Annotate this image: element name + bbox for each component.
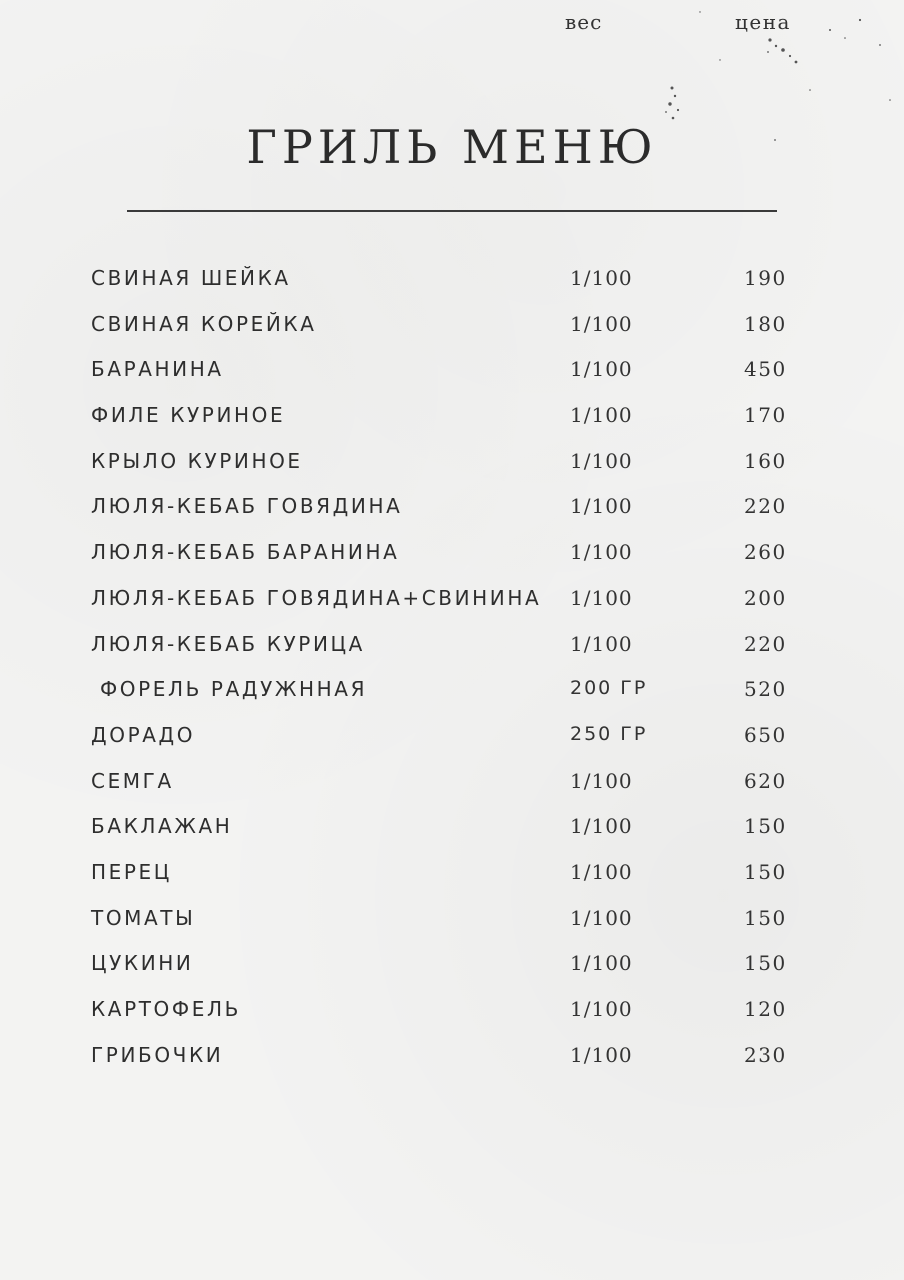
item-weight: 1/100: [570, 768, 633, 793]
item-price: 650: [744, 722, 787, 747]
menu-item: [0, 302, 904, 348]
menu-item: [0, 530, 904, 576]
menu-item: [0, 439, 904, 485]
item-weight: 1/100: [570, 951, 633, 976]
item-price: 450: [744, 357, 787, 382]
item-name: СВИНАЯ ШЕЙКА: [91, 266, 291, 290]
item-weight: 1/100: [570, 357, 633, 382]
item-weight: 1/100: [570, 814, 633, 839]
item-name: СВИНАЯ КОРЕЙКА: [91, 311, 317, 336]
item-price: 120: [744, 997, 787, 1021]
item-price: 220: [744, 631, 787, 656]
item-name: ЛЮЛЯ-КЕБАБ ГОВЯДИНА: [91, 494, 403, 519]
item-weight: 200 ГР: [570, 677, 648, 700]
item-price: 260: [744, 540, 787, 565]
menu-item: [0, 484, 904, 530]
item-price: 620: [744, 768, 787, 793]
item-name: ТОМАТЫ: [91, 905, 196, 930]
item-price: 150: [744, 951, 787, 976]
item-weight: 1/100: [570, 585, 633, 610]
title-divider: [127, 210, 777, 212]
menu-item: [0, 347, 904, 393]
item-price: 520: [744, 677, 787, 702]
item-weight: 1/100: [570, 905, 633, 930]
item-price: 200: [744, 585, 787, 610]
item-price: 160: [744, 448, 787, 473]
item-price: 190: [744, 266, 787, 290]
menu-item: [0, 667, 904, 713]
menu-item: [0, 941, 904, 987]
item-weight: 1/100: [570, 1042, 633, 1067]
item-price: 150: [744, 814, 787, 839]
menu-item: [0, 987, 904, 1033]
item-weight: 1/100: [570, 997, 633, 1021]
menu-items-list: [0, 256, 904, 1078]
item-weight: 1/100: [570, 403, 633, 428]
item-name: СЕМГА: [91, 768, 174, 793]
menu-item: [0, 576, 904, 622]
page-title: ГРИЛЬ МЕНЮ: [246, 120, 658, 174]
item-weight: 1/100: [570, 859, 633, 884]
menu-item: [0, 256, 904, 302]
item-name: ПЕРЕЦ: [91, 859, 172, 884]
item-weight: 1/100: [570, 631, 633, 656]
menu-item: [0, 759, 904, 805]
item-weight: 250 ГР: [570, 722, 648, 745]
item-price: 170: [744, 403, 787, 428]
weight-column-header: вес: [565, 10, 603, 34]
item-name: ФИЛЕ КУРИНОЕ: [91, 403, 286, 428]
price-column-header: цена: [735, 10, 791, 34]
item-name: КАРТОФЕЛЬ: [91, 997, 241, 1021]
item-name: ЦУКИНИ: [91, 951, 194, 976]
item-price: 220: [744, 494, 787, 519]
item-weight: 1/100: [570, 266, 633, 290]
menu-item: [0, 1033, 904, 1079]
item-name: ДОРАДО: [91, 722, 196, 747]
menu-item: [0, 622, 904, 668]
item-weight: 1/100: [570, 494, 633, 519]
item-name: ЛЮЛЯ-КЕБАБ ГОВЯДИНА+СВИНИНА: [91, 585, 542, 610]
item-weight: 1/100: [570, 448, 633, 473]
menu-item: [0, 896, 904, 942]
menu-item: [0, 713, 904, 759]
item-price: 180: [744, 311, 787, 336]
item-name: БАКЛАЖАН: [91, 814, 233, 839]
item-price: 150: [744, 905, 787, 930]
item-price: 150: [744, 859, 787, 884]
item-name: КРЫЛО КУРИНОЕ: [91, 448, 303, 473]
menu-item: [0, 850, 904, 896]
item-weight: 1/100: [570, 540, 633, 565]
menu-item: [0, 393, 904, 439]
item-name: ЛЮЛЯ-КЕБАБ КУРИЦА: [91, 631, 365, 656]
item-name: ФОРЕЛЬ РАДУЖННАЯ: [91, 677, 368, 702]
item-name: ЛЮЛЯ-КЕБАБ БАРАНИНА: [91, 540, 400, 565]
item-name: БАРАНИНА: [91, 357, 224, 382]
item-price: 230: [744, 1042, 787, 1067]
item-weight: 1/100: [570, 311, 633, 336]
menu-item: [0, 804, 904, 850]
item-name: ГРИБОЧКИ: [91, 1042, 224, 1067]
